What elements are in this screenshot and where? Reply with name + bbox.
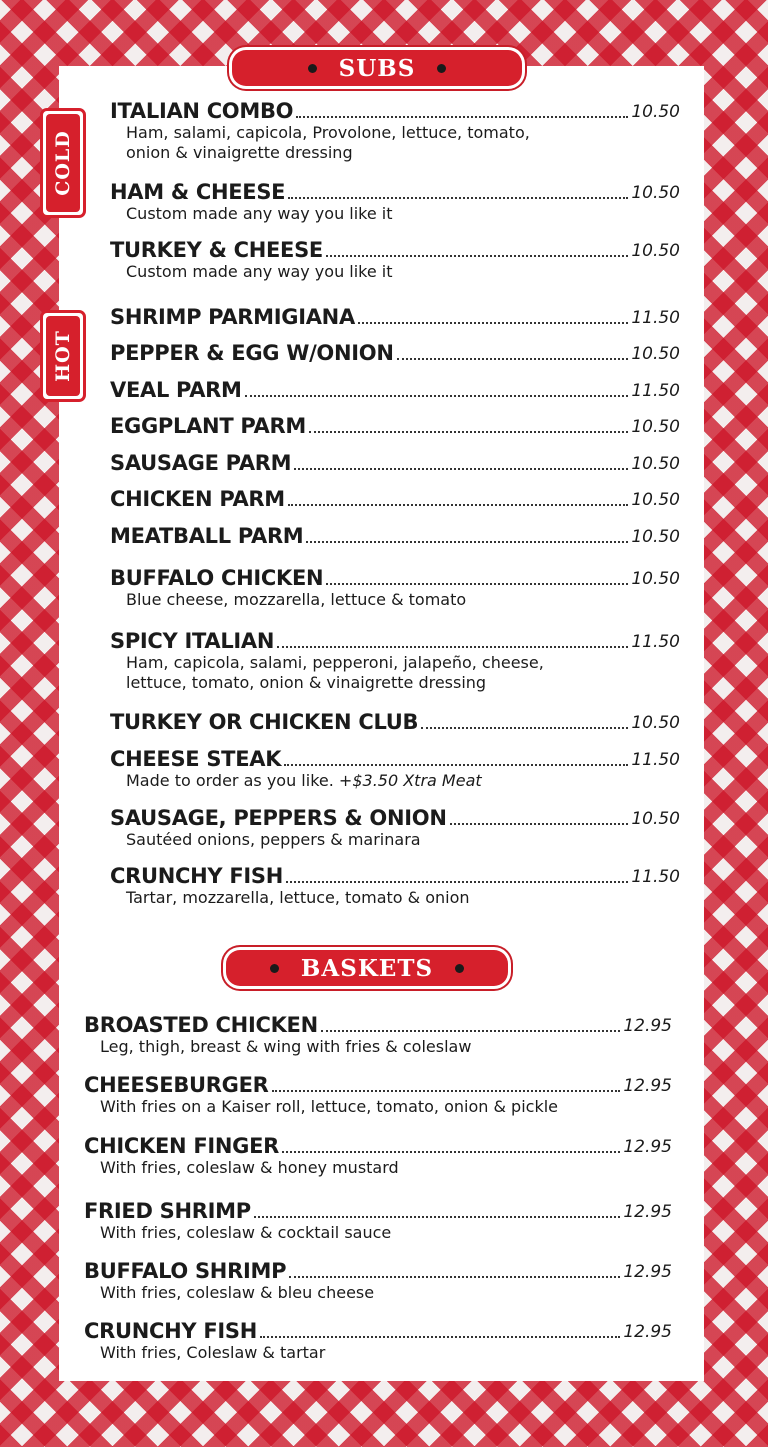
dot-leader (277, 646, 628, 648)
dot-leader (288, 197, 628, 199)
item-price: 10.50 (631, 417, 680, 437)
bullet-dot-icon (455, 964, 464, 973)
menu-item (84, 1072, 672, 1118)
item-name: BUFFALO CHICKEN (110, 566, 324, 590)
item-price: 11.50 (631, 750, 680, 770)
menu-item (110, 746, 680, 792)
item-price: 12.95 (623, 1016, 672, 1036)
menu-item (110, 805, 680, 851)
menu-item (110, 709, 680, 735)
item-description: Custom made any way you like it (126, 262, 393, 281)
item-description: Tartar, mozzarella, lettuce, tomato & onion (126, 888, 470, 907)
item-description: Ham, capicola, salami, pepperoni, jalapeño, cheese, (126, 653, 544, 672)
item-description: With fries, coleslaw & honey mustard (100, 1158, 399, 1177)
dot-leader (254, 1216, 621, 1218)
item-price: 12.95 (623, 1076, 672, 1096)
item-description: onion & vinaigrette dressing (126, 143, 353, 162)
dot-leader (421, 727, 628, 729)
item-price: 10.50 (631, 183, 680, 203)
item-name: SHRIMP PARMIGIANA (110, 305, 355, 329)
item-name: FRIED SHRIMP (84, 1199, 251, 1223)
item-name: SPICY ITALIAN (110, 629, 275, 653)
item-price: 10.50 (631, 344, 680, 364)
item-description (110, 770, 680, 792)
menu-item (110, 377, 680, 403)
item-description: With fries on a Kaiser roll, lettuce, tomato, onion & pickle (100, 1097, 559, 1116)
menu-item (110, 523, 680, 549)
dot-leader (288, 504, 628, 506)
bullet-dot-icon (270, 964, 279, 973)
item-name: CHEESE STEAK (110, 747, 282, 771)
item-price: 12.95 (623, 1262, 672, 1282)
item-name: ITALIAN COMBO (110, 99, 294, 123)
menu-item (84, 1198, 672, 1244)
menu-item (84, 1133, 672, 1179)
menu-item (110, 304, 680, 330)
item-description: Sautéed onions, peppers & marinara (126, 830, 421, 849)
item-price: 10.50 (631, 102, 680, 122)
dot-leader (326, 583, 628, 585)
item-description: With fries, Coleslaw & tartar (100, 1343, 326, 1362)
dot-leader (326, 255, 628, 257)
item-description-text: Made to order as you like. (126, 771, 334, 790)
baskets-banner (226, 950, 508, 986)
menu-item (110, 450, 680, 476)
subs-title: SUBS (338, 54, 416, 82)
item-name: CHICKEN PARM (110, 487, 285, 511)
item-name: SAUSAGE PARM (110, 451, 292, 475)
dot-leader (245, 395, 629, 397)
item-name: CHEESEBURGER (84, 1073, 269, 1097)
dot-leader (321, 1030, 620, 1032)
dot-leader (309, 431, 628, 433)
item-name: MEATBALL PARM (110, 524, 304, 548)
item-description: Ham, salami, capicola, Provolone, lettuce, tomato, (126, 123, 530, 142)
item-name: TURKEY & CHEESE (110, 238, 323, 262)
menu-item (84, 1258, 672, 1304)
hot-tag (40, 310, 86, 402)
item-name: CHICKEN FINGER (84, 1134, 280, 1158)
subs-banner (232, 50, 522, 86)
bullet-dot-icon (308, 64, 317, 73)
item-description: Blue cheese, mozzarella, lettuce & tomato (126, 590, 467, 609)
item-name: HAM & CHEESE (110, 180, 286, 204)
menu-item (110, 340, 680, 366)
menu-item (84, 1318, 672, 1364)
item-price: 12.95 (623, 1202, 672, 1222)
item-description: Leg, thigh, breast & wing with fries & coleslaw (100, 1037, 472, 1056)
dot-leader (397, 358, 629, 360)
item-price: 10.50 (631, 569, 680, 589)
extra-meat-note: +$3.50 Xtra Meat (338, 771, 482, 790)
item-description: With fries, coleslaw & cocktail sauce (100, 1223, 392, 1242)
dot-leader (284, 764, 628, 766)
item-name: SAUSAGE, PEPPERS & ONION (110, 806, 447, 830)
item-name: EGGPLANT PARM (110, 414, 306, 438)
dot-leader (289, 1276, 620, 1278)
item-description: With fries, coleslaw & bleu cheese (100, 1283, 375, 1302)
item-description: Custom made any way you like it (126, 204, 393, 223)
item-name: BROASTED CHICKEN (84, 1013, 318, 1037)
dot-leader (450, 823, 629, 825)
menu-item (110, 237, 680, 283)
item-name: CRUNCHY FISH (84, 1319, 257, 1343)
cold-label: COLD (52, 130, 75, 196)
menu-item (84, 1012, 672, 1058)
menu-item (110, 863, 680, 909)
item-price: 11.50 (631, 632, 680, 652)
baskets-title: BASKETS (300, 954, 434, 982)
dot-leader (260, 1336, 620, 1338)
dot-leader (296, 116, 628, 118)
item-name: BUFFALO SHRIMP (84, 1259, 287, 1283)
dot-leader (272, 1090, 621, 1092)
dot-leader (286, 881, 628, 883)
menu-item (110, 565, 680, 611)
dot-leader (294, 468, 628, 470)
menu-item (110, 413, 680, 439)
item-price: 10.50 (631, 713, 680, 733)
hot-label: HOT (52, 330, 74, 382)
item-price: 11.50 (631, 381, 680, 401)
cold-tag (40, 108, 86, 218)
item-price: 12.95 (623, 1322, 672, 1342)
menu-item (110, 486, 680, 512)
item-name: CRUNCHY FISH (110, 864, 283, 888)
item-name: TURKEY OR CHICKEN CLUB (110, 710, 419, 734)
item-price: 11.50 (631, 867, 680, 887)
item-price: 11.50 (631, 308, 680, 328)
dot-leader (282, 1151, 620, 1153)
item-price: 10.50 (631, 454, 680, 474)
bullet-dot-icon (437, 64, 446, 73)
item-price: 12.95 (623, 1137, 672, 1157)
item-description: lettuce, tomato, onion & vinaigrette dressing (126, 673, 487, 692)
item-price: 10.50 (631, 490, 680, 510)
menu-item (110, 98, 680, 164)
dot-leader (358, 322, 628, 324)
item-name: VEAL PARM (110, 378, 242, 402)
dot-leader (306, 541, 628, 543)
item-price: 10.50 (631, 809, 680, 829)
menu-item (110, 179, 680, 225)
item-name: PEPPER & EGG W/ONION (110, 341, 394, 365)
item-price: 10.50 (631, 527, 680, 547)
menu-item (110, 628, 680, 694)
item-price: 10.50 (631, 241, 680, 261)
